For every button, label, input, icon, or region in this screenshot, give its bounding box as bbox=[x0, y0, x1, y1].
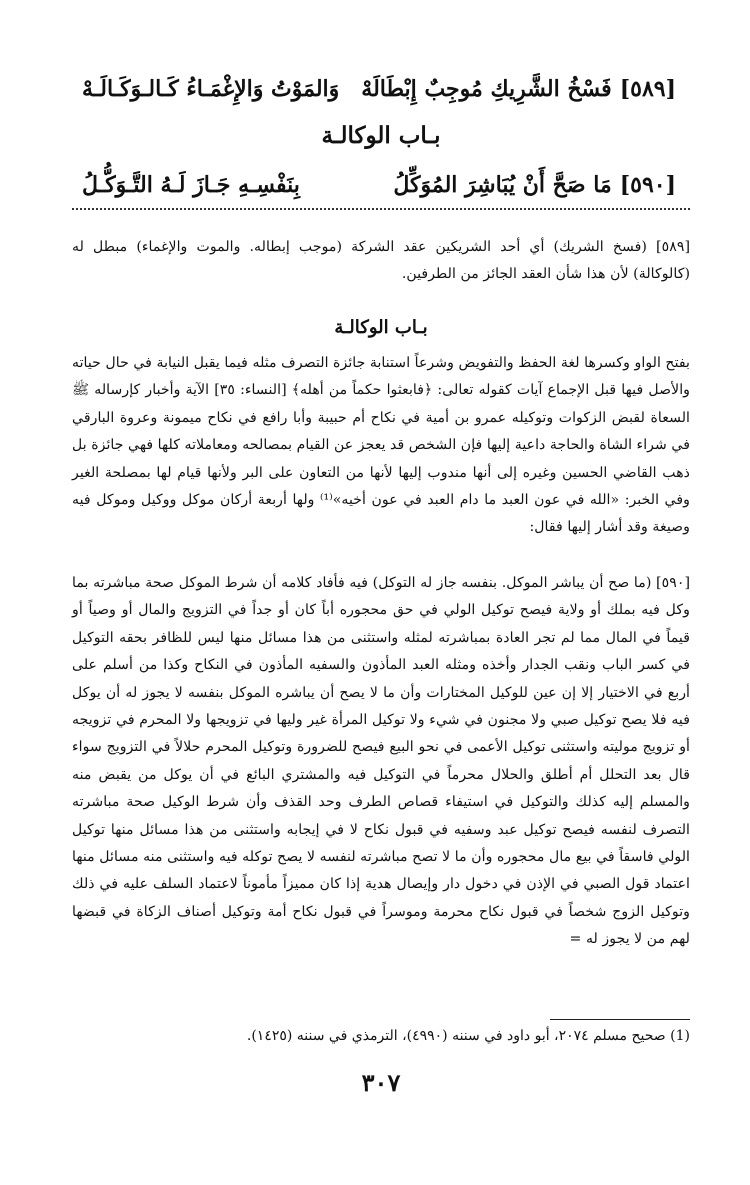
verse-590 bbox=[82, 170, 676, 200]
verse-590-right-hemistich bbox=[393, 170, 676, 200]
intro-paragraph: بفتح الواو وكسرها لغة الحفظ والتفويض وشرعاً استنابة جائزة التصرف مثله فيما يقبل النيابة في حال حياته والأصل فيها قبل الإجماع آيات كقوله تعالى: ﴿فابعثوا حكماً من أهله﴾ [النساء: ٣٥] الآية وأخبار كإرساله ﷺ السعاة لقبض الزكوات وتوكيله عمرو بن أمية في نكاح أم حبيبة وأبا رافع في نكاح ميمونة وعروة البارقي في شراء الشاة والحاجة داعية إليها فإن الشخص قد يعجز عن القيام بمصالحه ومعاملاته كلها فهي جائزة بل ذهب القاضي الحسين وغيره إلى أنها مندوب إليها لأنها من التعاون على البر ولأنها قيام لها بمصلحة الغير وفي الخبر: «الله في عون العبد ما دام العبد في عون أخيه»⁽¹⁾ ولها أربعة أركان موكل ووكيل وموكل فيه وصيغة وقد أشار إليها فقال: bbox=[72, 355, 691, 536]
verse-589-left-hemistich: وَالمَوْتُ وَالإِغْمَـاءُ كَـالـوَكَـالَـهْ bbox=[82, 76, 340, 102]
verse-590-number: [٥٩٠] bbox=[619, 172, 676, 198]
verse-590-left-hemistich: بِنَفْسِـهِ جَـازَ لَـهُ التَّـوَكُّـلُ bbox=[82, 172, 300, 198]
verse-590-right-text: مَا صَحَّ أَنْ يُبَاشِرَ المُوَكِّلُ bbox=[393, 172, 612, 198]
verse-589-right-hemistich bbox=[361, 74, 676, 104]
verse-589-right-text: فَسْخُ الشَّرِيكِ مُوجِبٌ إِبْطَالَهْ bbox=[361, 76, 612, 102]
page-number: ٣٠٧ bbox=[361, 1068, 401, 1097]
commentary-590: [٥٩٠] (ما صح أن يباشر الموكل. بنفسه جاز له التوكل) فيه فأفاد كلامه أن شرط الموكل صحة مباشرته بما وكل فيه بملك أو ولاية فيصح توكيل الولي في حق محجوره أباً كان أو جداً في التزويج والمال أو وصياً أو قيماً في المال مما لم تجر العادة بمباشرته لمثله واستثنى من هذا مسائل منها ليس للظافر بحقه التوكيل في كسر الباب ونقب الجدار وأخذه ومثله العبد المأذون والسفيه المأذون في النكاح وكذا من أسلم على أربع في الاختيار إلا إن عين للوكيل المختارات وأن ما لا يصح أن يباشره الموكل بنفسه لا يجوز له أن يوكل فيه فلا يصح توكيل صبي ولا مجنون في شيء ولا توكيل المرأة غير وليها في تزويجها ولا المحرم في تزويجه أو تزويج موليته واستثنى توكيل الأعمى في نحو البيع فيصح للضرورة وتوكيل المحرم حلالاً في التزويج سواء قال بعد التحلل أم أطلق والحلال محرماً في التوكيل فيه والمشتري البائع في أن يوكل من يقبض منه والمسلم إليه كذلك والتوكيل في استيفاء قصاص الطرف وحد القذف وأن شرط الوكيل صحة مباشرته التصرف لنفسه فيصح توكيل عبد وسفيه في قبول نكاح لا في إيجابه واستثنى من هذا مسائل منها توكيل الولي فاسقاً في بيع مال محجوره وأن ما لا تصح مباشرته لنفسه لا يصح توكله فيه واستثنى منه مسائل منها اعتماد قول الصبي في الإذن في دخول دار وإيصال هدية إذا كان مميزاً مأموناً لاعتماد السلف عليه في ذلك وتوكيل الزوج شخصاً في قبول نكاح محرمة وموسراً في قبول نكاح أمة وتوكيل أصناف الزكاة في قبضها لهم من لا يجوز له = bbox=[72, 575, 690, 948]
footnote: (1) صحيح مسلم ٢٠٧٤، أبو داود في سننه (٤٩٩٠)، الترمذي في سننه (١٤٢٥). bbox=[246, 1028, 690, 1044]
footnote-rule bbox=[550, 1019, 690, 1020]
section-title: بـاب الوكالـة bbox=[334, 317, 428, 338]
commentary-589: [٥٨٩] (فسخ الشريك) أي أحد الشريكين عقد الشركة (موجب إبطاله. والموت والإغماء) مبطل له (كالوكالة) لأن هذا شأن العقد الجائز من الطرفين. bbox=[72, 239, 690, 283]
chapter-title: بـاب الوكالـة bbox=[321, 122, 441, 149]
page bbox=[72, 0, 690, 1185]
dotted-divider bbox=[72, 208, 690, 210]
verse-589 bbox=[82, 74, 676, 104]
verse-589-number: [٥٨٩] bbox=[619, 76, 676, 102]
